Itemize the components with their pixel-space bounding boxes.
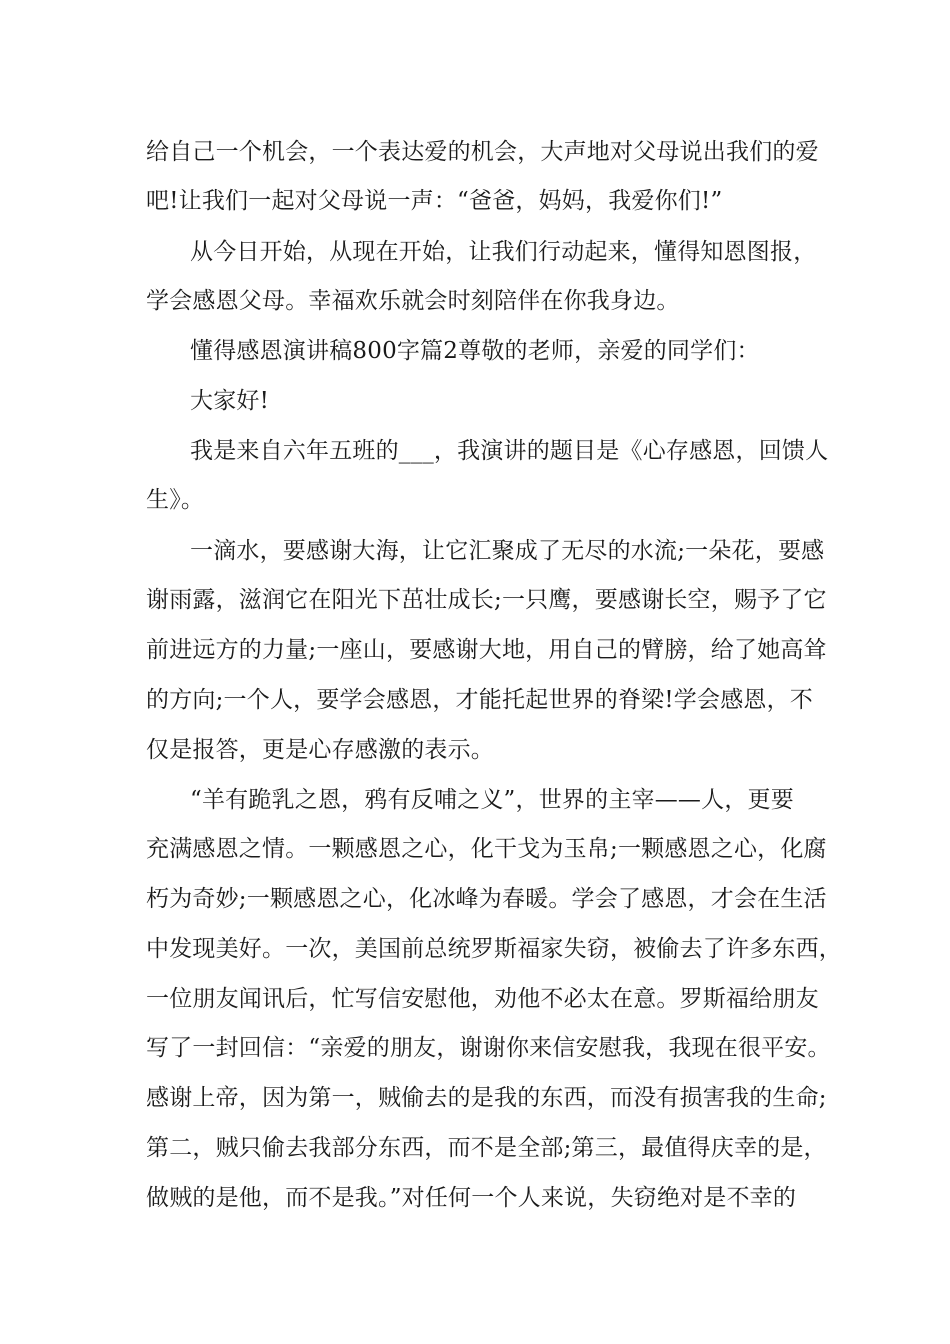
section-heading-line: 懂得感恩演讲稿800字篇2尊敬的老师，亲爱的同学们： [190,338,760,364]
text-line: 朽为奇妙;一颗感恩之心，化冰峰为春暖。学会了感恩，才会在生活 [146,886,827,912]
text-line: 中发现美好。一次，美国前总统罗斯福家失窃，被偷去了许多东西， [146,936,842,962]
text-line: 一位朋友闻讯后，忙写信安慰他，劝他不必太在意。罗斯福给朋友 [146,986,819,1012]
paragraph-start-line: 从今日开始，从现在开始，让我们行动起来，懂得知恩图报， [190,239,817,265]
paragraph-start-line: 一滴水，要感谢大海，让它汇聚成了无尽的水流;一朵花，要感 [190,538,825,564]
paragraph-start-line: “羊有跪乳之恩，鸦有反哺之义”，世界的主宰——人，更要 [190,787,794,813]
text-line: 第二，贼只偷去我部分东西，而不是全部;第三，最值得庆幸的是， [146,1135,827,1161]
text-line: 前进远方的力量;一座山，要感谢大地，用自己的臂膀，给了她高耸 [146,637,827,663]
text-line: 学会感恩父母。幸福欢乐就会时刻陪伴在你我身边。 [146,288,680,314]
text-line: 感谢上帝，因为第一，贼偷去的是我的东西，而没有损害我的生命; [146,1085,827,1111]
text-line: 的方向;一个人，要学会感恩，才能托起世界的脊梁!学会感恩，不 [146,687,813,713]
text-line: 写了一封回信：“亲爱的朋友，谢谢你来信安慰我，我现在很平安。 [146,1035,831,1061]
greeting-line: 大家好! [190,388,270,414]
text-line: 生》。 [146,487,205,513]
text-line: 谢雨露，滋润它在阳光下茁壮成长;一只鹰，要感谢长空，赐予了它 [146,587,827,613]
text-line: 吧!让我们一起对父母说一声：“爸爸，妈妈，我爱你们!” [146,188,723,214]
text-line: 做贼的是他，而不是我。”对任何一个人来说，失窃绝对是不幸的 [146,1185,797,1211]
text-line: 仅是报答，更是心存感激的表示。 [146,737,494,763]
paragraph-start-line: 我是来自六年五班的___，我演讲的题目是《心存感恩，回馈人 [190,438,829,464]
text-line: 给自己一个机会，一个表达爱的机会，大声地对父母说出我们的爱 [146,139,819,165]
text-line: 充满感恩之情。一颗感恩之心，化干戈为玉帛;一颗感恩之心，化腐 [146,836,827,862]
